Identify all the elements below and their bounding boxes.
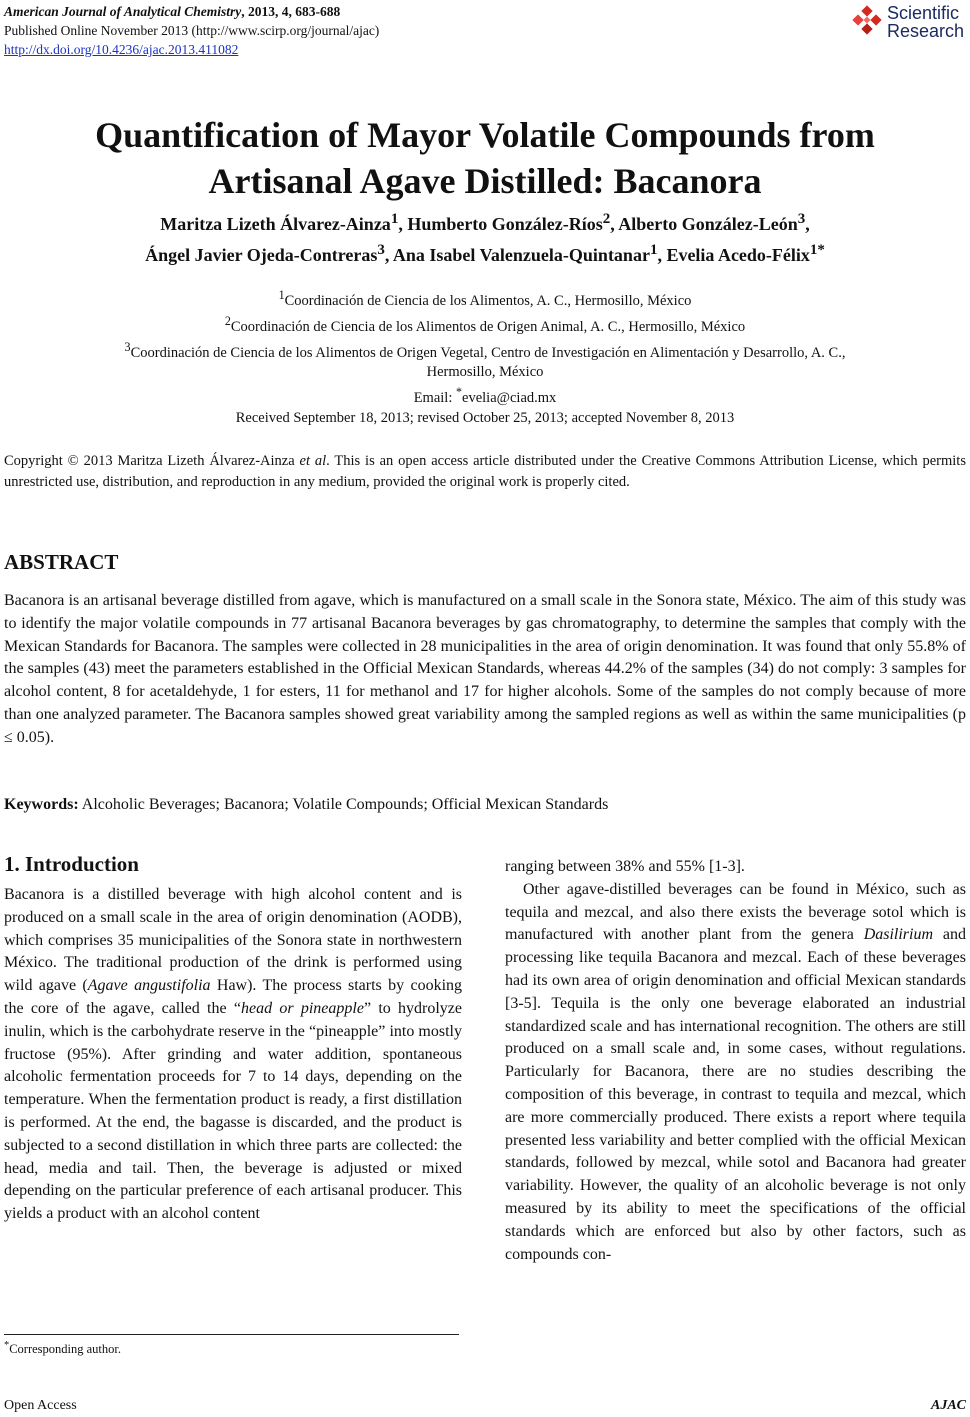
footnote: *Corresponding author. bbox=[4, 1340, 121, 1357]
section-heading-introduction: 1. Introduction bbox=[4, 852, 139, 876]
author: Humberto González-Ríos bbox=[407, 214, 603, 234]
doi-link[interactable]: http://dx.doi.org/10.4236/ajac.2013.411082 bbox=[4, 42, 239, 57]
footer-journal-abbrev: AJAC bbox=[930, 1398, 966, 1413]
paragraph: Bacanora is a distilled beverage with high alcohol content and is produced on a small scale in the area of origin denomination (AODB), which comprises 35 municipalities of the Sonora state in northwestern México. The traditional production of the drink is performed using wild agave (Agave angustifolia Haw). The process starts by cooking the core of the agave, called the “head or pineapple” to hydrolyze inulin, which is the carbohydrate reserve in the “pineapple” into mostly fructose (95%). After grinding and water addition, spontaneous alcoholic fermentation proceeds for 7 to 14 days, depending on the temperature. When the fermentation product is ready, a first distillation is performed. At the end, the bagasse is discarded, and the product is subjected to a second distillation in which three parts are collected: the head, media and tail. Then, the beverage is adjusted or mixed depending on the particular preference of each artisanal producer. This yields a product with an alcohol content bbox=[4, 886, 463, 1223]
author: Evelia Acedo-Félix bbox=[666, 245, 810, 265]
affiliations bbox=[0, 285, 970, 408]
author: Maritza Lizeth Álvarez-Ainza bbox=[160, 214, 391, 234]
author-list: Maritza Lizeth Álvarez-Ainza$^1$, Humberto González-Ríos$^2$, Alberto González-León$^3$, Ángel Javier Ojeda-Contreras$^3$, Ana Isabel Valenzuela-Quintanar$^1$, Evelia Acedo-Félix$^{1*}$ bbox=[145, 211, 825, 265]
received-dates: Received September 18, 2013; revised October 25, 2013; accepted November 8, 2013 bbox=[235, 410, 735, 426]
published-line: Published Online November 2013 (http://www.scirp.org/journal/ajac) bbox=[4, 23, 380, 38]
copyright-notice: Copyright © 2013 Maritza Lizeth Álvarez-Ainza et al. This is an open access article distributed under the Creative Commons Attribution License, which permits unrestricted use, distribution, and reproduction in any medium, provided the original work is properly cited. bbox=[4, 453, 966, 490]
keywords: Keywords: Alcoholic Beverages; Bacanora; Volatile Compounds; Official Mexican Standards bbox=[4, 796, 609, 813]
footnote-divider bbox=[4, 1334, 459, 1335]
scientific-research-logo-icon bbox=[850, 5, 884, 39]
footer-open-access: Open Access bbox=[4, 1398, 77, 1413]
author: Ana Isabel Valenzuela-Quintanar bbox=[392, 245, 650, 265]
intro-left-column bbox=[4, 884, 462, 1226]
logo-text: Scientific Research bbox=[886, 3, 964, 41]
affiliation: $^3$Coordinación de Ciencia de los Alimentos de Origen Vegetal, Centro de Investigación en Alimentación y Desarrollo, A. C., bbox=[124, 339, 846, 361]
journal-name: American Journal of Analytical Chemistry, 2013, 4, 683-688 bbox=[4, 4, 341, 19]
affiliation: Hermosillo, México bbox=[426, 364, 544, 381]
abstract-heading: ABSTRACT bbox=[4, 550, 119, 574]
author: Ángel Javier Ojeda-Contreras bbox=[145, 245, 378, 265]
paragraph: Other agave-distilled beverages can be found in México, such as tequila and mezcal, and also there exists the beverage sotol which is manufactured with another plant from the genera Dasilirium and processing like tequila Bacanora and mezcal. Each of these beverages had its own area of origin denomination and official Mexican standards [3-5]. Tequila is the only one beverage elaborated an industrial standardized scale and has international recognition. The others are still produced on a small scale and, in some cases, without regulations. Particularly for Bacanora, there are no studies describing the composition of this beverage, in contrast to tequila and mezcal, which are more commercially produced. There exists a report where tequila presented less variability and better complied with the official Mexican standards, followed by mezcal, while sotol and Bacanora had greater variability. However, the quality of an alcoholic beverage is not only measured by its ability to meet the specifications of the official standards which are enforced but also by other factors, such as compounds con- bbox=[505, 880, 966, 1263]
paper-title: Quantification of Mayor Volatile Compounds from Artisanal Agave Distilled: Bacanora bbox=[95, 115, 875, 201]
journal-header bbox=[4, 2, 379, 59]
email-line: Email: *evelia@ciad.mx bbox=[413, 385, 557, 407]
paragraph: ranging between 38% and 55% [1-3]. bbox=[505, 858, 745, 875]
intro-right-column bbox=[505, 856, 966, 1266]
publisher-logo bbox=[850, 2, 964, 42]
affiliation: $^1$Coordinación de Ciencia de los Alimentos, A. C., Hermosillo, México bbox=[278, 288, 692, 309]
affiliation: $^2$Coordinación de Ciencia de los Alimentos de Origen Animal, A. C., Hermosillo, México bbox=[224, 313, 746, 335]
email-address[interactable]: evelia@ciad.mx bbox=[462, 390, 557, 407]
author: Alberto González-León bbox=[618, 214, 798, 234]
abstract-text: Bacanora is an artisanal beverage distilled from agave, which is manufactured on a small scale in the Sonora state, México. The aim of this study was to identify the major volatile compounds in 77 artisanal Bacanora beverages by gas chromatography, to determine the samples that comply with the Mexican Standards for Bacanora. The samples were collected in 28 municipalities in the area of origin denomination. It was found that only 55.8% of the samples (43) meet the parameters established in the Official Mexican Standards, whereas 44.2% of the samples (34) do not comply: 3 samples for alcohol content, 8 for acetaldehyde, 1 for esters, 11 for methanol and 17 for higher alcohols. Some of the samples do not comply because of more than one analyzed parameter. The Bacanora samples showed great variability among the sampled regions as well as within the same municipalities (p ≤ 0.05). bbox=[4, 592, 966, 746]
